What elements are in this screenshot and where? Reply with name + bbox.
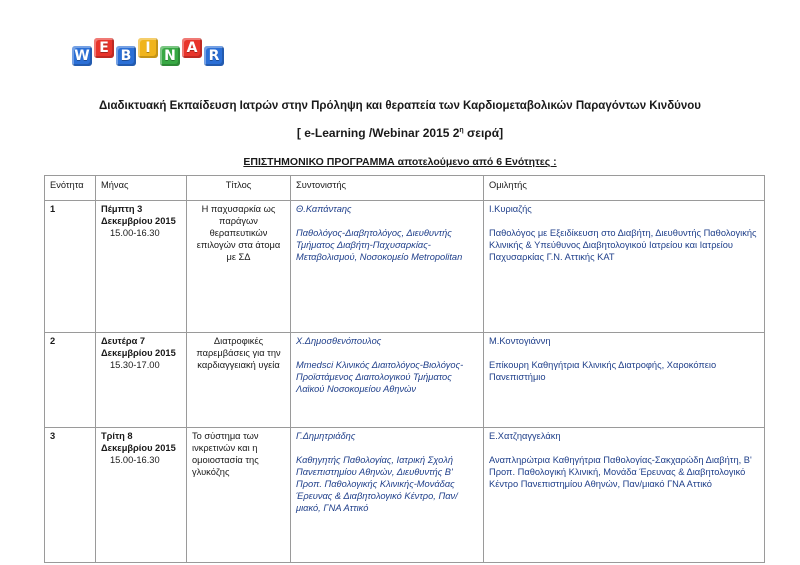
coordinator-description: Mmedsci Κλινικός Διαιτολόγος-Βιολόγος- Προϊστάμενος Διαιτολογικού Τμήματος Λαϊκού Νοσοκομείου Αθηνών bbox=[296, 360, 464, 394]
logo-cube: B bbox=[116, 46, 136, 66]
session-date: Πέμπτη 3 Δεκεμβρίου 2015 bbox=[101, 204, 176, 226]
coordinator-cell bbox=[291, 201, 484, 333]
unit-number-text: 3 bbox=[50, 431, 56, 441]
coordinator-name: Χ.Δημοσθενόπουλος bbox=[296, 336, 382, 346]
speaker-description: Αναπληρώτρια Καθηγήτρια Παθολογίας-Σακχαρώδη Διαβήτη, Β' Προπ. Παθολογική Κλινική, Μονάδα Έρευνας & Διαβητολογικό Κέντρο Πανεπιστημίου Αθηνών, Παν/μιακό ΓΝΑ Αττικό bbox=[489, 455, 752, 489]
unit-number-text: 1 bbox=[50, 204, 56, 214]
speaker-description: Επίκουρη Καθηγήτρια Κλινικής Διατροφής, Χαροκόπειο Πανεπιστήμιο bbox=[489, 360, 717, 382]
speaker-cell bbox=[484, 428, 765, 563]
col-header-unit: Ενότητα bbox=[45, 176, 96, 201]
program-table bbox=[44, 175, 765, 563]
unit-number bbox=[45, 333, 96, 428]
date-cell bbox=[96, 428, 187, 563]
speaker-name: Ε.Χατζηαγγελάκη bbox=[489, 431, 561, 441]
col-header-coordinator: Συντονιστής bbox=[291, 176, 484, 201]
logo-cube: R bbox=[204, 46, 224, 66]
speaker-name: Μ.Κοντογιάννη bbox=[489, 336, 551, 346]
coordinator-name: Γ.Δημητριάδης bbox=[296, 431, 356, 441]
speaker-description: Παθολόγος με Εξειδίκευση στο Διαβήτη, Διευθυντής Παθολογικής Κλινικής & Υπεύθυνος Διαβητολογικού Ιατρείου και Ιατρείου Παχυσαρκίας Γ.Ν. Αττικής ΚΑΤ bbox=[489, 228, 757, 262]
subtitle-text-end: σειρά] bbox=[463, 126, 504, 140]
table-row bbox=[45, 201, 765, 333]
col-header-title: Τίτλος bbox=[187, 176, 291, 201]
session-time: 15.30-17.00 bbox=[110, 360, 160, 370]
logo-cube: A bbox=[182, 38, 202, 58]
date-cell bbox=[96, 333, 187, 428]
session-date: Τρίτη 8 Δεκεμβρίου 2015 bbox=[101, 431, 176, 453]
topic-cell: Διατροφικές παρεμβάσεις για την καρδιαγγειακή υγεία bbox=[187, 333, 291, 428]
webinar-logo bbox=[72, 38, 224, 68]
topic-cell: Η παχυσαρκία ως παράγων θεραπευτικών επιλογών στα άτομα με ΣΔ bbox=[187, 201, 291, 333]
speaker-cell bbox=[484, 201, 765, 333]
program-heading: ΕΠΙΣΤΗΜΟΝΙΚΟ ΠΡΟΓΡΑΜΜΑ αποτελούμενο από 6 Ενότητες : bbox=[243, 156, 557, 168]
session-date: Δευτέρα 7 Δεκεμβρίου 2015 bbox=[101, 336, 176, 358]
subtitle-superscript: η bbox=[459, 127, 464, 134]
session-time: 15.00-16.30 bbox=[110, 228, 160, 238]
logo-cube: I bbox=[138, 38, 158, 58]
date-cell bbox=[96, 201, 187, 333]
logo-cube: N bbox=[160, 46, 180, 66]
subtitle-text: [ e-Learning /Webinar 2015 2 bbox=[296, 126, 460, 140]
session-time: 15.00-16.30 bbox=[110, 455, 160, 465]
unit-number-text: 2 bbox=[50, 336, 56, 346]
coordinator-cell bbox=[291, 428, 484, 563]
coordinator-description: Καθηγητής Παθολογίας, Ιατρική Σχολή Πανεπιστημίου Αθηνών, Διευθυντής Β' Προπ. Παθολογικής Κλινικής-Μονάδας Έρευνας & Διαβητολογικό Κέντρο, Παν/μιακό, ΓΝΑ Αττικό bbox=[296, 455, 458, 513]
table-row bbox=[45, 428, 765, 563]
logo-cube: W bbox=[72, 46, 92, 66]
table-header-row bbox=[45, 176, 765, 201]
coordinator-description: Παθολόγος-Διαβητολόγος, Διευθυντής Τμήματος Διαβήτη-Παχυσαρκίας-Μεταβολισμού, Νοσοκομείο Metropolitan bbox=[296, 228, 463, 262]
coordinator-cell bbox=[291, 333, 484, 428]
speaker-name: Ι.Κυριαζής bbox=[489, 204, 532, 214]
unit-number bbox=[45, 201, 96, 333]
speaker-cell bbox=[484, 333, 765, 428]
page-subtitle bbox=[0, 126, 800, 140]
col-header-month: Μήνας bbox=[96, 176, 187, 201]
coordinator-name: Θ.Καπάντaης bbox=[296, 204, 352, 214]
page-title: Διαδικτυακή Εκπαίδευση Ιατρών στην Πρόληψη και θεραπεία των Καρδιομεταβολικών Παραγόντων Κινδύνου bbox=[99, 100, 701, 112]
unit-number bbox=[45, 428, 96, 563]
table-row bbox=[45, 333, 765, 428]
col-header-speaker: Ομιλητής bbox=[484, 176, 765, 201]
logo-cube: E bbox=[94, 38, 114, 58]
topic-cell: Το σύστημα των ινκρετινών και η ομοιοστασία της γλυκόζης bbox=[187, 428, 291, 563]
